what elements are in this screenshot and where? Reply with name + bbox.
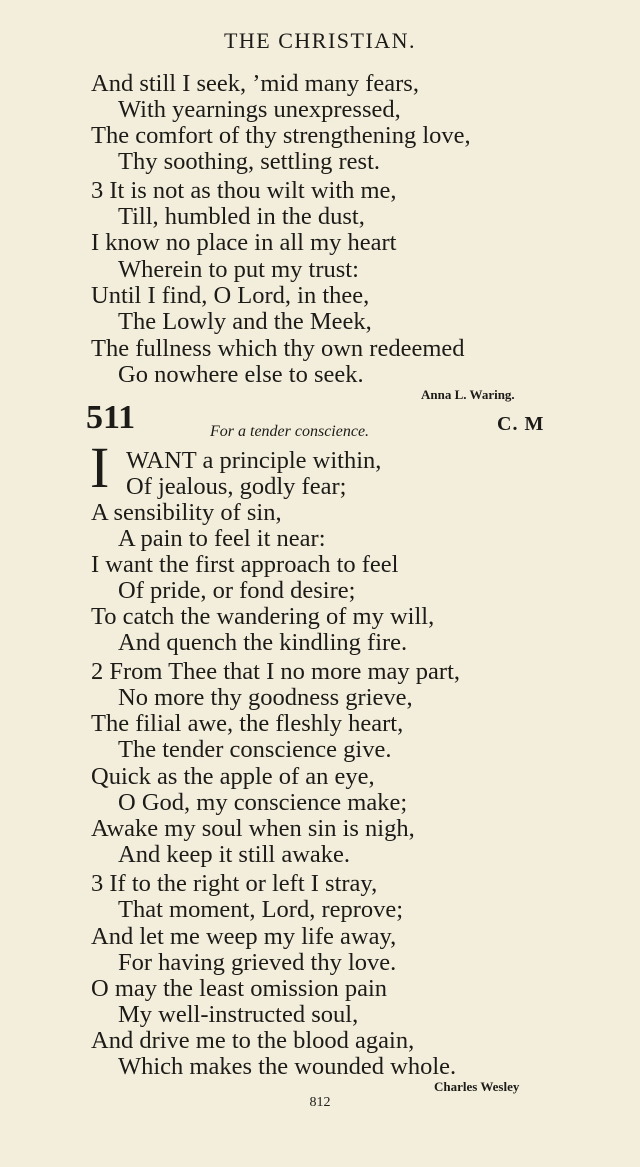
verse-line: O God, my conscience make; [118, 789, 408, 816]
verse-line: And let me weep my life away, [91, 923, 397, 950]
verse-line: And keep it still awake. [118, 841, 351, 868]
hymn-number: 511 [86, 399, 136, 436]
verse-line: Thy soothing, settling rest. [118, 148, 380, 175]
hymn-meter: C. M [497, 413, 545, 435]
verse-line: No more thy goodness grieve, [118, 684, 413, 711]
running-head: THE CHRISTIAN. [223, 28, 417, 53]
verse-line: O may the least omission pain [91, 975, 387, 1002]
drop-cap: I [90, 435, 110, 500]
verse-line: For having grieved thy love. [118, 949, 397, 976]
verse-line: That moment, Lord, reprove; [118, 896, 404, 923]
author-attribution: Anna L. Waring. [421, 387, 515, 402]
verse-line: Of pride, or fond desire; [118, 577, 356, 604]
verse-line: Of jealous, godly fear; [126, 473, 347, 500]
verse-line: And still I seek, ’mid many fears, [91, 70, 419, 97]
verse-line: And quench the kindling fire. [118, 629, 408, 656]
verse-line: My well-instructed soul, [118, 1001, 359, 1028]
verse-line: I want the first approach to feel [91, 551, 399, 578]
verse-line: The fullness which thy own redeemed [91, 335, 465, 362]
verse-line: The tender conscience give. [118, 736, 392, 763]
verse-line: Which makes the wounded whole. [118, 1053, 457, 1080]
verse-line: And drive me to the blood again, [91, 1027, 415, 1054]
verse-line: The comfort of thy strengthening love, [91, 122, 471, 149]
verse-line: The Lowly and the Meek, [118, 308, 372, 335]
verse-line: Until I find, O Lord, in thee, [91, 282, 370, 309]
verse-line: 3 It is not as thou wilt with me, [91, 177, 397, 204]
verse-line: Quick as the apple of an eye, [91, 763, 375, 790]
page-number: 812 [309, 1095, 331, 1110]
verse-line: 2 From Thee that I no more may part, [91, 658, 460, 685]
verse-line: I know no place in all my heart [91, 229, 397, 256]
hymn-title: For a tender conscience. [210, 423, 370, 440]
verse-line: The filial awe, the fleshly heart, [91, 710, 404, 737]
verse-line: To catch the wandering of my will, [91, 603, 435, 630]
verse-line: With yearnings unexpressed, [118, 96, 401, 123]
verse-line: Awake my soul when sin is nigh, [91, 815, 415, 842]
verse-line: Wherein to put my trust: [118, 256, 359, 283]
verse-line: Go nowhere else to seek. [118, 361, 364, 388]
verse-line: Till, humbled in the dust, [118, 203, 365, 230]
verse-line: WANT a principle within, [126, 447, 382, 474]
verse-line: A sensibility of sin, [91, 499, 282, 526]
verse-line: 3 If to the right or left I stray, [91, 870, 378, 897]
author-attribution: Charles Wesley [434, 1079, 520, 1094]
verse-line: A pain to feel it near: [118, 525, 326, 552]
